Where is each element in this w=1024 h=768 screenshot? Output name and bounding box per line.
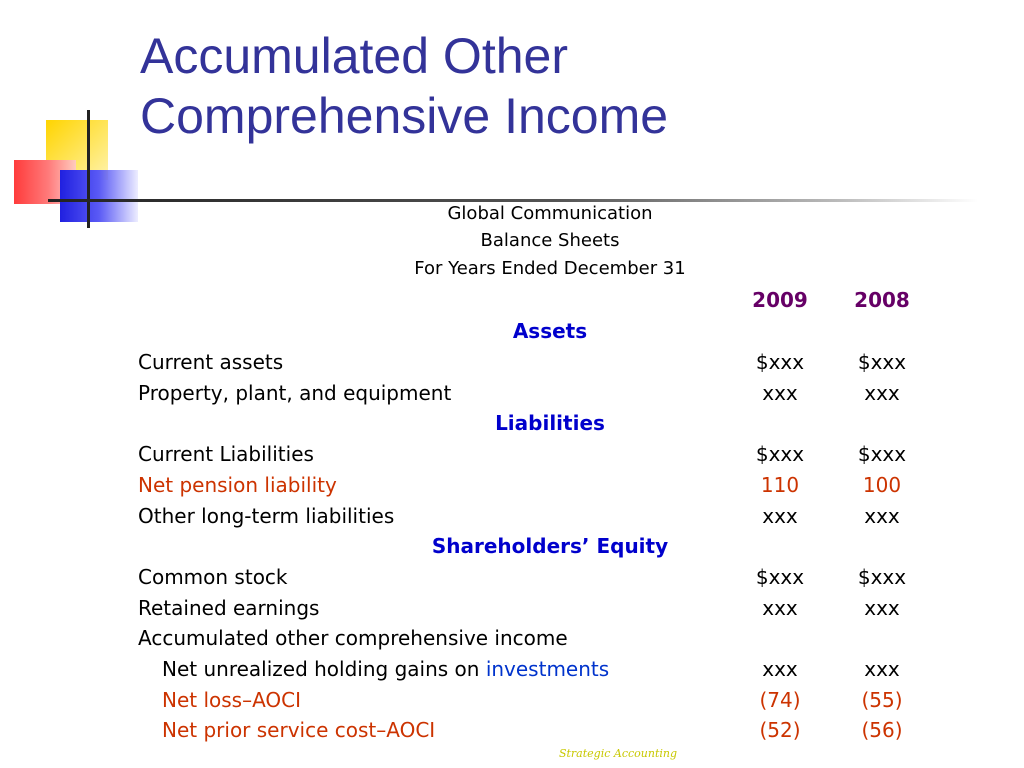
value-2008: xxx xyxy=(864,596,900,620)
year-2008-header: 2008 xyxy=(854,288,910,312)
value-2008: xxx xyxy=(864,504,900,528)
row-label: Common stock xyxy=(138,565,288,589)
value-2009: 110 xyxy=(760,473,800,497)
value-2009: $xxx xyxy=(755,442,805,466)
value-2008: (56) xyxy=(861,718,903,742)
investments-link[interactable]: investments xyxy=(485,657,610,681)
value-2008: (55) xyxy=(861,688,903,712)
value-2009: xxx xyxy=(762,381,798,405)
year-2009-header: 2009 xyxy=(752,288,808,312)
title-line-1: Accumulated Other xyxy=(140,28,568,84)
value-2008: 100 xyxy=(862,473,902,497)
table-row xyxy=(0,623,1024,653)
value-2008: $xxx xyxy=(857,565,907,589)
row-label: Accumulated other comprehensive income xyxy=(138,626,568,650)
company-name: Global Communication xyxy=(447,203,653,224)
value-2009: $xxx xyxy=(755,350,805,374)
title-line-2: Comprehensive Income xyxy=(140,88,669,144)
table-row xyxy=(0,593,1024,623)
value-2009: (52) xyxy=(759,718,801,742)
value-2009: $xxx xyxy=(755,565,805,589)
row-label: Net prior service cost–AOCI xyxy=(162,718,436,742)
table-row xyxy=(0,562,1024,592)
table-row xyxy=(0,347,1024,377)
section-heading: Shareholders’ Equity xyxy=(431,534,669,558)
value-2009: xxx xyxy=(762,504,798,528)
value-2009: xxx xyxy=(762,596,798,620)
table-row xyxy=(0,654,1024,684)
statement-period: For Years Ended December 31 xyxy=(414,258,686,279)
value-2008: $xxx xyxy=(857,442,907,466)
value-2008: xxx xyxy=(864,657,900,681)
section-heading: Liabilities xyxy=(495,411,605,435)
section-assets xyxy=(0,316,1024,346)
table-row-highlighted xyxy=(0,715,1024,745)
statement-name: Balance Sheets xyxy=(480,230,620,251)
value-2008: xxx xyxy=(864,381,900,405)
section-shareholders-equity xyxy=(0,531,1024,561)
row-label: Property, plant, and equipment xyxy=(138,381,452,405)
year-header-row xyxy=(0,285,1024,315)
row-label: Net pension liability xyxy=(138,473,337,497)
row-label: Net loss–AOCI xyxy=(162,688,302,712)
slide-title xyxy=(140,26,1000,146)
row-label: Retained earnings xyxy=(138,596,320,620)
value-2009: xxx xyxy=(762,657,798,681)
row-label-text: Net unrealized holding gains on xyxy=(162,657,486,681)
title-underline-rule xyxy=(48,199,978,202)
table-row xyxy=(0,439,1024,469)
row-label: Current Liabilities xyxy=(138,442,314,466)
section-liabilities xyxy=(0,408,1024,438)
footer-text: Strategic Accounting xyxy=(558,747,678,760)
vertical-rule xyxy=(87,110,90,228)
table-row-highlighted xyxy=(0,470,1024,500)
table-row-highlighted xyxy=(0,685,1024,715)
section-heading: Assets xyxy=(512,319,588,343)
row-label: Current assets xyxy=(138,350,284,374)
row-label: Other long-term liabilities xyxy=(138,504,395,528)
value-2008: $xxx xyxy=(857,350,907,374)
table-row xyxy=(0,501,1024,531)
table-row xyxy=(0,378,1024,408)
blue-square-decoration xyxy=(60,170,138,222)
value-2009: (74) xyxy=(759,688,801,712)
row-label xyxy=(162,654,609,684)
